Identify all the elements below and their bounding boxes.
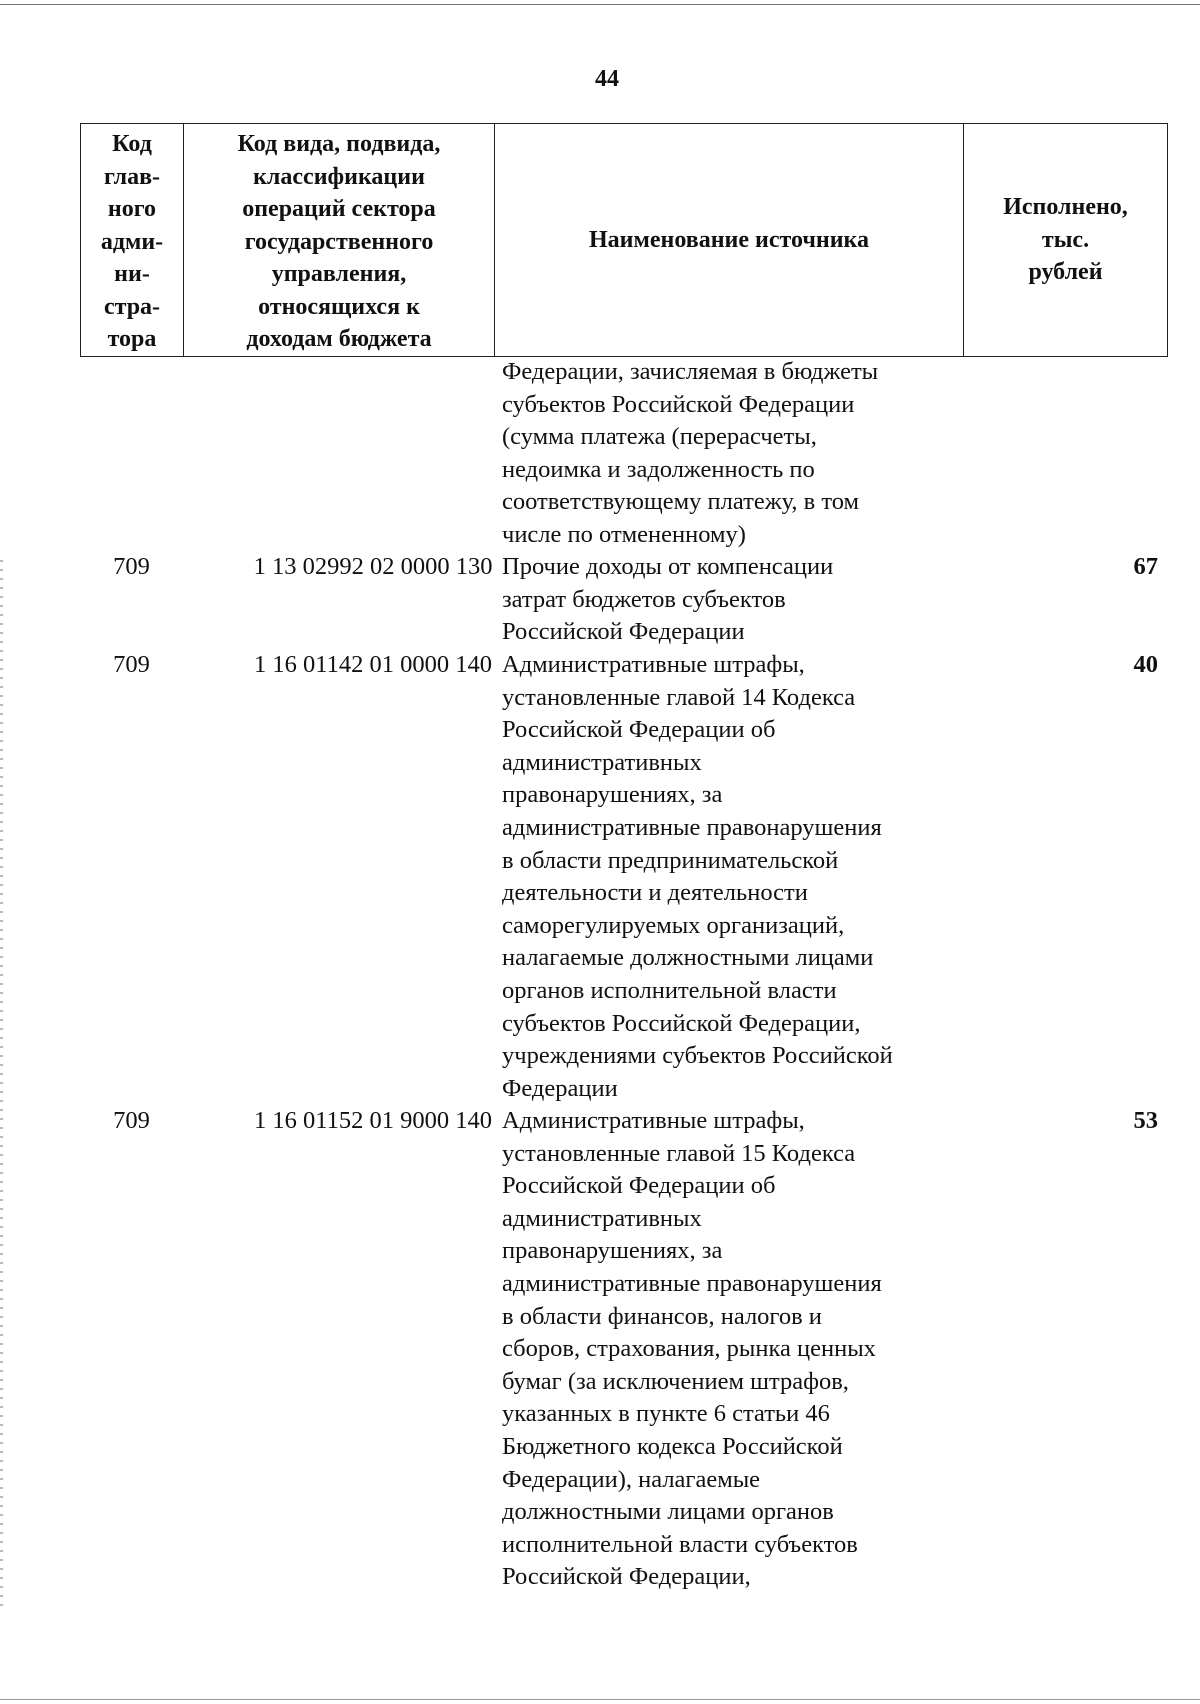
row-type-code: 1 16 01152 01 9000 140	[254, 1107, 492, 1134]
row-amount: 40	[1133, 651, 1158, 678]
row-source-name: Административные штрафы, установленные главой 15 Кодекса Российской Федерации об административных правонарушениях, за административные правонарушения в области финансов, налогов и сборов, страхования, рынка ценных бумаг (за исключением штрафов, указанных в пункте 6 статьи 46 Бюджетного кодекса Российской Федерации), налагаемые должностными лицами органов исполнительной власти субъектов Российской Федерации,	[502, 1107, 882, 1591]
row-amount: 67	[1133, 553, 1158, 580]
row-type-code: 1 13 02992 02 0000 130	[253, 553, 493, 580]
scan-edge-bottom	[0, 1699, 1200, 1700]
header-type-code: Код вида, подвида, классификации операций сектора государственного управления, относящихся к доходам бюджета	[184, 124, 495, 357]
header-source-name: Наименование источника	[495, 124, 964, 357]
row-admin-code: 709	[113, 1107, 150, 1134]
row-source-name: Прочие доходы от компенсации затрат бюджетов субъектов Российской Федерации	[502, 553, 834, 646]
table-header	[80, 123, 1168, 357]
page-number: 44	[595, 66, 619, 92]
scan-edge-top	[0, 4, 1200, 5]
row-admin-code: 709	[113, 553, 150, 580]
row-source-name: Административные штрафы, установленные главой 14 Кодекса Российской Федерации об административных правонарушениях, за административные правонарушения в области предпринимательской деятельности и деятельности саморегулируемых организаций, налагаемые должностными лицами органов исполнительной власти субъектов Российской Федерации, учреждениями субъектов Российской Федерации	[502, 651, 893, 1102]
row-amount: 53	[1133, 1107, 1158, 1134]
scan-edge-left	[0, 560, 3, 1610]
row-source-name: Федерации, зачисляемая в бюджеты субъектов Российской Федерации (сумма платежа (перерасчеты, недоимка и задолженность по соответствующему платежу, в том числе по отмененному)	[502, 358, 879, 548]
header-admin-code: Код глав- ного адми- ни- стра- тора	[81, 124, 184, 357]
row-admin-code: 709	[113, 651, 150, 678]
row-type-code: 1 16 01142 01 0000 140	[254, 651, 492, 678]
header-executed: Исполнено, тыс. рублей	[964, 124, 1168, 357]
